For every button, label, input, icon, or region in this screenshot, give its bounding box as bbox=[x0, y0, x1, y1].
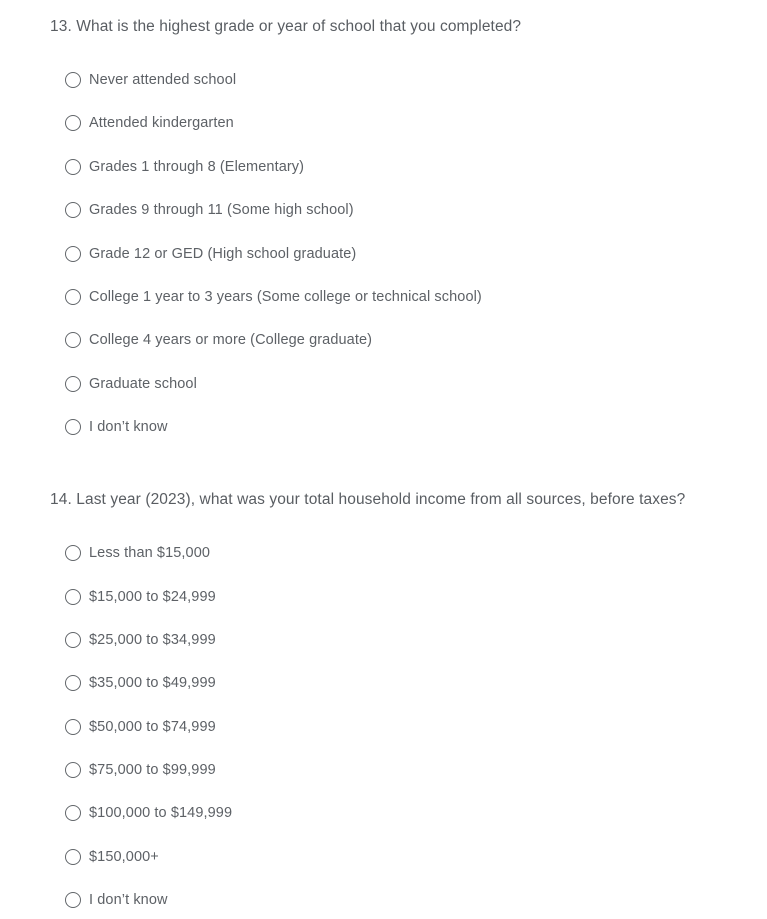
radio-option-75000-to-99999[interactable] bbox=[65, 762, 767, 778]
radio-button-icon[interactable] bbox=[65, 289, 81, 305]
radio-button-icon[interactable] bbox=[65, 589, 81, 605]
radio-button-icon[interactable] bbox=[65, 332, 81, 348]
radio-button-icon[interactable] bbox=[65, 719, 81, 735]
radio-option-less-than-15000[interactable] bbox=[65, 545, 767, 561]
radio-option-label: $75,000 to $99,999 bbox=[89, 762, 216, 779]
radio-option-education-i-dont-know[interactable] bbox=[65, 419, 767, 435]
radio-option-35000-to-49999[interactable] bbox=[65, 675, 767, 691]
radio-button-icon[interactable] bbox=[65, 805, 81, 821]
radio-option-never-attended-school[interactable] bbox=[65, 72, 767, 88]
radio-button-icon[interactable] bbox=[65, 419, 81, 435]
radio-option-label: Grades 9 through 11 (Some high school) bbox=[89, 202, 354, 219]
radio-button-icon[interactable] bbox=[65, 246, 81, 262]
radio-option-label: $25,000 to $34,999 bbox=[89, 631, 216, 648]
radio-option-label: Grades 1 through 8 (Elementary) bbox=[89, 158, 305, 175]
question-14 bbox=[50, 490, 767, 908]
radio-button-icon[interactable] bbox=[65, 72, 81, 88]
radio-option-label: College 1 year to 3 years (Some college or technical school) bbox=[89, 288, 482, 305]
radio-option-label: I don’t know bbox=[89, 892, 168, 909]
radio-button-icon[interactable] bbox=[65, 115, 81, 131]
radio-button-icon[interactable] bbox=[65, 545, 81, 561]
radio-option-label: $35,000 to $49,999 bbox=[89, 675, 216, 692]
radio-button-icon[interactable] bbox=[65, 762, 81, 778]
radio-option-150000-plus[interactable] bbox=[65, 849, 767, 865]
radio-option-label: Graduate school bbox=[89, 375, 197, 392]
radio-button-icon[interactable] bbox=[65, 632, 81, 648]
radio-option-25000-to-34999[interactable] bbox=[65, 632, 767, 648]
radio-button-icon[interactable] bbox=[65, 202, 81, 218]
radio-option-college-4-years-or-more[interactable] bbox=[65, 332, 767, 348]
radio-option-grade-12-or-ged[interactable] bbox=[65, 246, 767, 262]
radio-option-grades-1-through-8[interactable] bbox=[65, 159, 767, 175]
radio-option-graduate-school[interactable] bbox=[65, 376, 767, 392]
question-13-options bbox=[65, 72, 767, 435]
question-title: 14. Last year (2023), what was your total household income from all sources, before taxes? bbox=[50, 491, 686, 509]
radio-option-100000-to-149999[interactable] bbox=[65, 805, 767, 821]
radio-option-label: $100,000 to $149,999 bbox=[89, 805, 233, 822]
radio-option-label: Grade 12 or GED (High school graduate) bbox=[89, 245, 357, 262]
radio-option-label: Less than $15,000 bbox=[89, 545, 211, 562]
radio-button-icon[interactable] bbox=[65, 849, 81, 865]
question-14-options bbox=[65, 545, 767, 908]
question-13 bbox=[50, 17, 767, 435]
radio-option-15000-to-24999[interactable] bbox=[65, 589, 767, 605]
radio-option-label: Never attended school bbox=[89, 72, 237, 88]
radio-option-attended-kindergarten[interactable] bbox=[65, 115, 767, 131]
radio-option-income-i-dont-know[interactable] bbox=[65, 892, 767, 908]
radio-button-icon[interactable] bbox=[65, 675, 81, 691]
radio-option-college-1-to-3-years[interactable] bbox=[65, 289, 767, 305]
radio-option-50000-to-74999[interactable] bbox=[65, 719, 767, 735]
radio-option-label: $50,000 to $74,999 bbox=[89, 718, 216, 735]
question-title: 13. What is the highest grade or year of school that you completed? bbox=[50, 18, 522, 35]
radio-option-label: I don’t know bbox=[89, 419, 168, 436]
radio-option-label: College 4 years or more (College graduate) bbox=[89, 332, 373, 349]
radio-button-icon[interactable] bbox=[65, 892, 81, 908]
radio-button-icon[interactable] bbox=[65, 376, 81, 392]
radio-option-label: Attended kindergarten bbox=[89, 115, 234, 132]
radio-option-grades-9-through-11[interactable] bbox=[65, 202, 767, 218]
radio-option-label: $15,000 to $24,999 bbox=[89, 588, 216, 605]
radio-button-icon[interactable] bbox=[65, 159, 81, 175]
radio-option-label: $150,000+ bbox=[89, 848, 159, 865]
